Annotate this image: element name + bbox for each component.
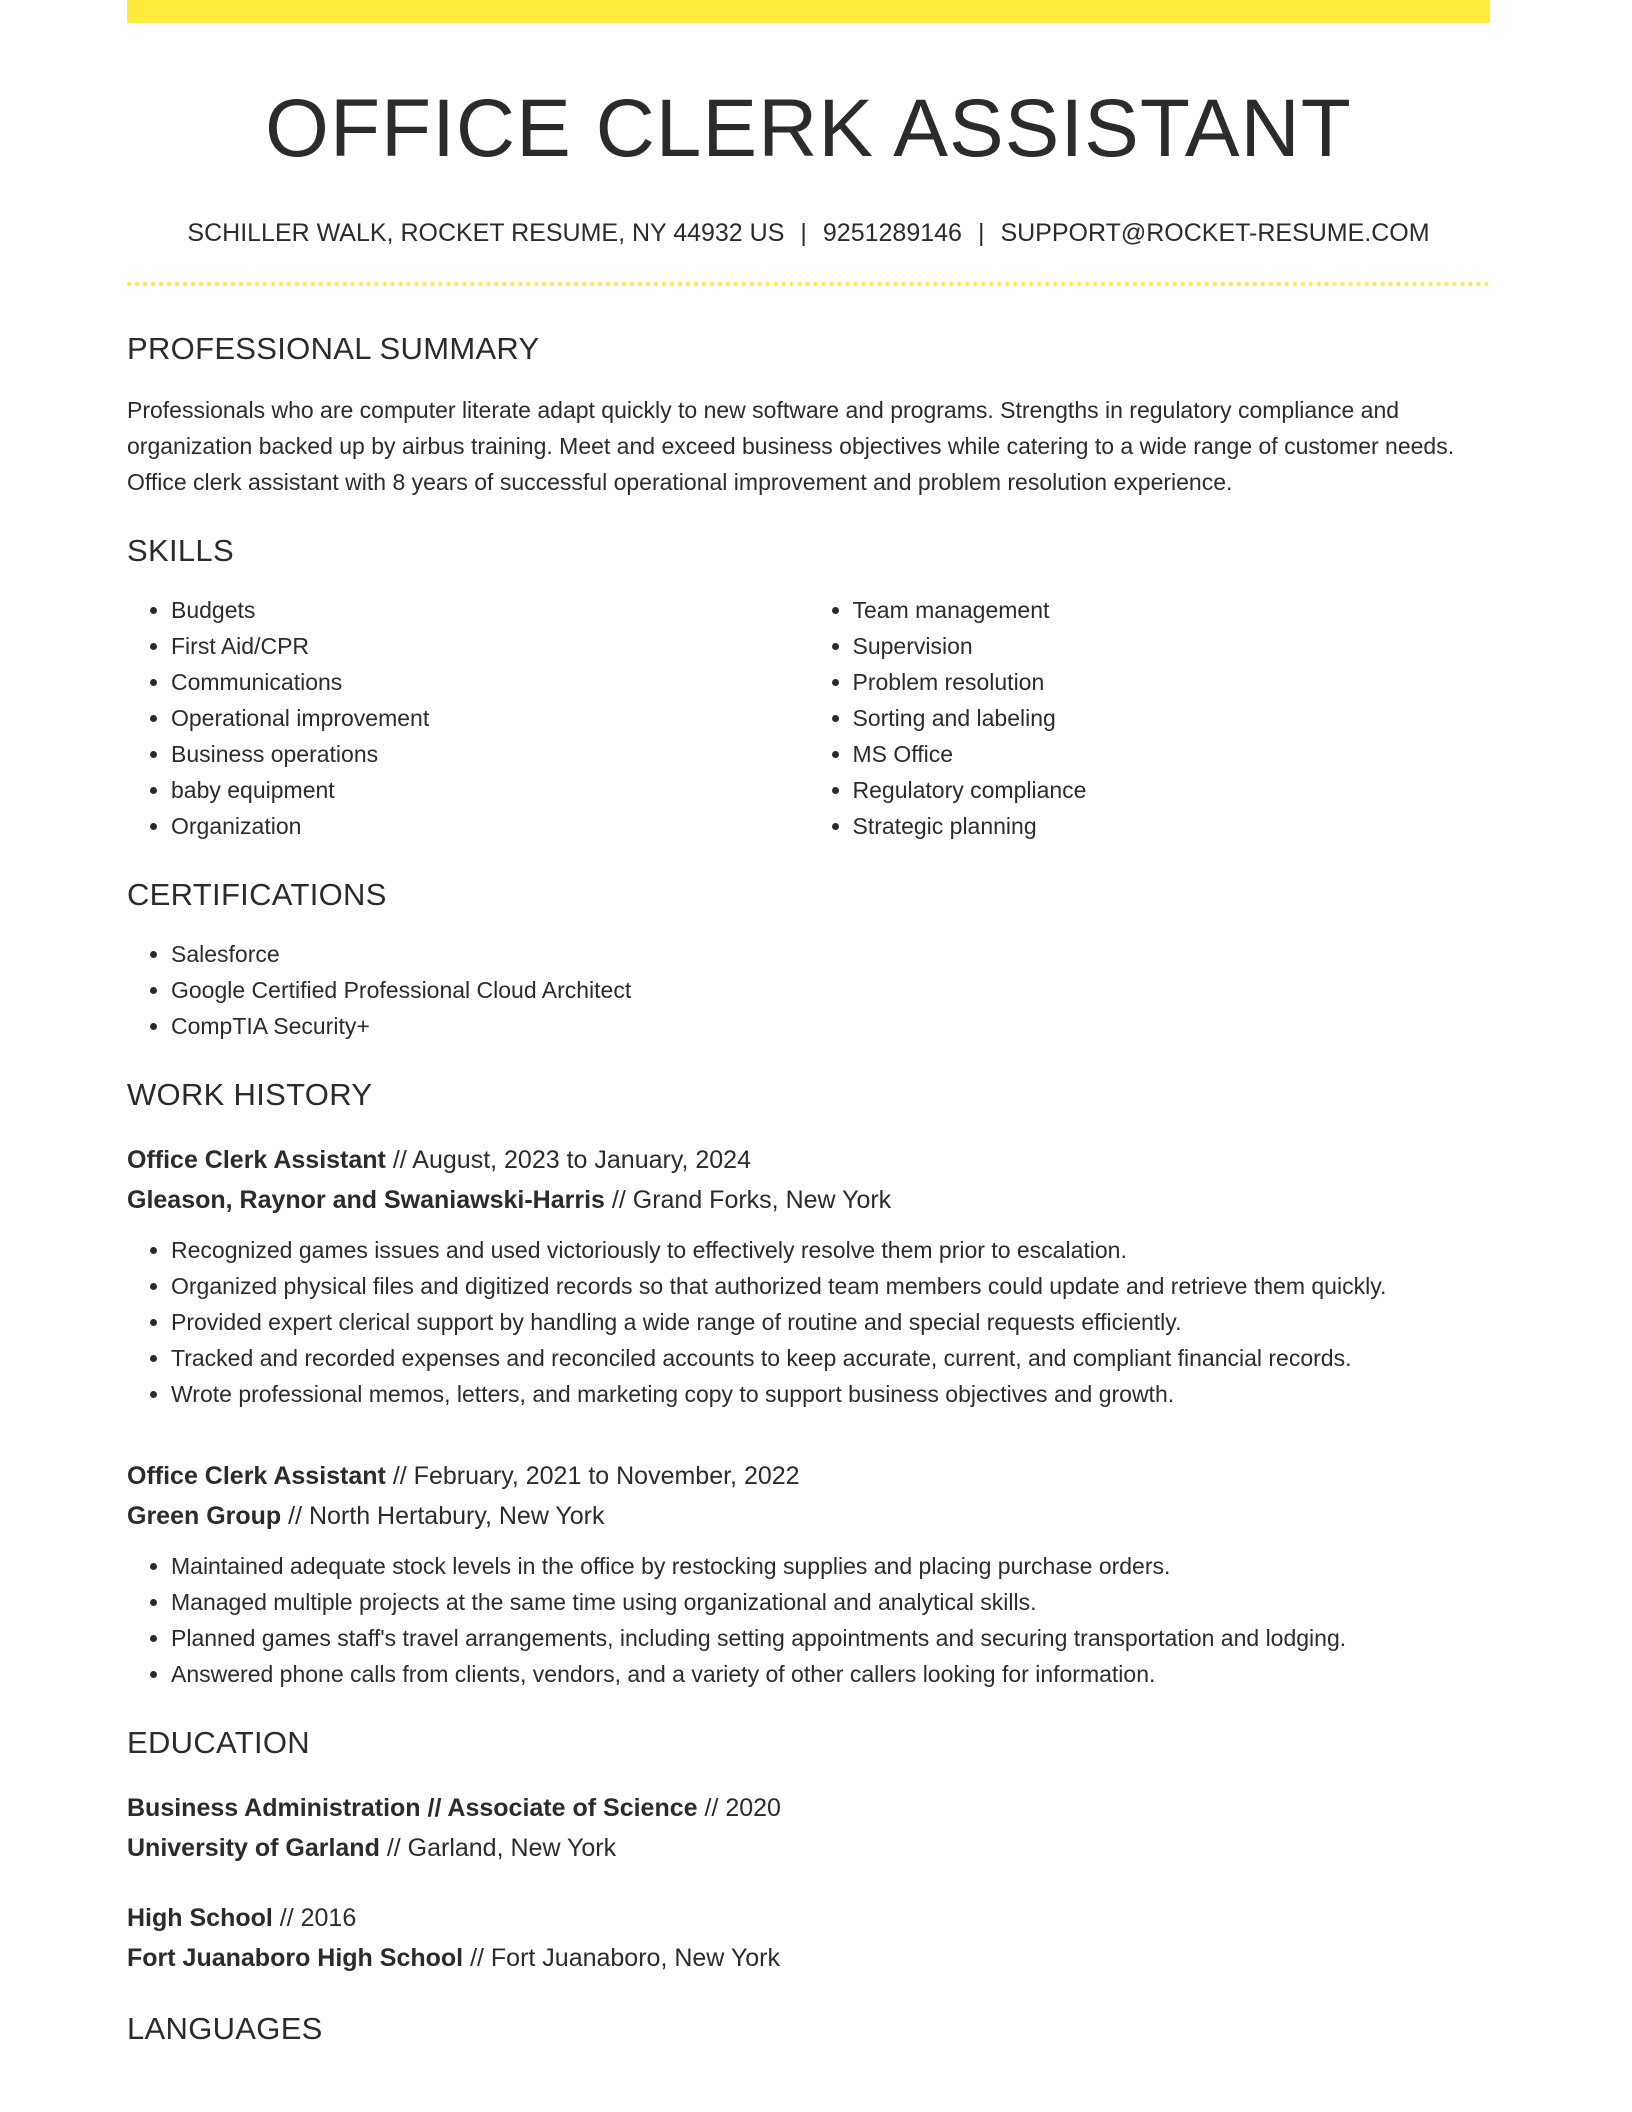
- summary-section: [127, 332, 1490, 500]
- education-school-line: [127, 1938, 1490, 1978]
- job-bullet: • Organized physical files and digitized records so that authorized team members could update and retrieve them quickly.: [171, 1268, 1490, 1304]
- skill-item: • First Aid/CPR: [171, 628, 809, 664]
- certifications-section: [127, 878, 1490, 1044]
- work-history-title: WORK HISTORY: [127, 1076, 373, 1112]
- skills-title: SKILLS: [127, 532, 234, 568]
- education-school: University of Garland: [127, 1834, 380, 1863]
- education-degree: Business Administration // Associate of Science: [127, 1794, 698, 1823]
- certifications-list: [127, 936, 1490, 1044]
- job-bullet: • Provided expert clerical support by handling a wide range of routine and special requests efficiently.: [171, 1304, 1490, 1340]
- skill-item: • Regulatory compliance: [853, 772, 1491, 808]
- summary-title: PROFESSIONAL SUMMARY: [127, 330, 540, 366]
- skills-section: [127, 534, 1490, 844]
- job-bullet: • Wrote professional memos, letters, and marketing copy to support business objectives and growth.: [171, 1376, 1490, 1412]
- job-role-line: [127, 1140, 1490, 1180]
- job-role-line: [127, 1456, 1490, 1496]
- job-bullets: [127, 1232, 1490, 1412]
- education-school-line: [127, 1828, 1490, 1868]
- job-dates: // February, 2021 to November, 2022: [392, 1461, 800, 1490]
- skill-item: • Budgets: [171, 592, 809, 628]
- job-bullet: • Maintained adequate stock levels in the office by restocking supplies and placing purchase orders.: [171, 1548, 1490, 1584]
- education-year: // 2016: [279, 1904, 357, 1933]
- job-dates: // August, 2023 to January, 2024: [392, 1145, 751, 1174]
- skill-item: • baby equipment: [171, 772, 809, 808]
- skill-item: • Business operations: [171, 736, 809, 772]
- dotted-divider: [127, 282, 1490, 286]
- job-bullet: • Answered phone calls from clients, vendors, and a variety of other callers looking for information.: [171, 1656, 1490, 1692]
- job-bullet: • Managed multiple projects at the same time using organizational and analytical skills.: [171, 1584, 1490, 1620]
- job-company-line: [127, 1496, 1490, 1536]
- contact-separator: |: [977, 218, 985, 247]
- job-location: // Grand Forks, New York: [611, 1185, 892, 1214]
- education-degree-line: [127, 1788, 1490, 1828]
- certification-item: • Google Certified Professional Cloud Architect: [171, 972, 1490, 1008]
- job-bullet: • Planned games staff's travel arrangements, including setting appointments and securing transportation and lodging.: [171, 1620, 1490, 1656]
- job-role: Office Clerk Assistant: [127, 1461, 386, 1490]
- skill-item: • Operational improvement: [171, 700, 809, 736]
- skills-list-left: [127, 592, 809, 844]
- job-entry: [127, 1456, 1490, 1692]
- job-bullets: [127, 1548, 1490, 1692]
- skill-item: • Organization: [171, 808, 809, 844]
- skill-item: • MS Office: [853, 736, 1491, 772]
- certifications-title: CERTIFICATIONS: [127, 876, 387, 912]
- education-year: // 2020: [704, 1794, 781, 1823]
- job-company-line: [127, 1180, 1490, 1220]
- resume-page: [127, 0, 1490, 2046]
- skill-item: • Problem resolution: [853, 664, 1491, 700]
- summary-text: Professionals who are computer literate adapt quickly to new software and programs. Strengths in regulatory compliance and organization backed up by airbus training. Meet and exceed business objectives while catering to a wide range of customer needs. Office clerk assistant with 8 years of successful operational improvement and problem resolution experience.: [127, 396, 1455, 495]
- job-company: Gleason, Raynor and Swaniawski-Harris: [127, 1185, 605, 1214]
- education-degree-line: [127, 1898, 1490, 1938]
- skills-list-right: [809, 592, 1491, 844]
- job-location: // North Hertabury, New York: [288, 1501, 605, 1530]
- skill-item: • Strategic planning: [853, 808, 1491, 844]
- job-entry: [127, 1140, 1490, 1412]
- skill-item: • Supervision: [853, 628, 1491, 664]
- skill-item: • Sorting and labeling: [853, 700, 1491, 736]
- education-entry: [127, 1898, 1490, 1978]
- languages-title: LANGUAGES: [127, 2011, 323, 2047]
- job-bullet: • Recognized games issues and used victoriously to effectively resolve them prior to escalation.: [171, 1232, 1490, 1268]
- education-degree: High School: [127, 1904, 273, 1933]
- education-title: EDUCATION: [127, 1724, 310, 1760]
- contact-line: [127, 218, 1490, 248]
- certification-item: • Salesforce: [171, 936, 1490, 972]
- skills-grid: [127, 592, 1490, 844]
- skill-item: • Communications: [171, 664, 809, 700]
- contact-address: SCHILLER WALK, ROCKET RESUME, NY 44932 US: [187, 218, 785, 247]
- education-location: // Fort Juanaboro, New York: [470, 1944, 780, 1973]
- education-location: // Garland, New York: [386, 1834, 617, 1863]
- resume-name-heading: OFFICE CLERK ASSISTANT: [265, 83, 1352, 174]
- contact-phone: 9251289146: [822, 218, 962, 247]
- job-role: Office Clerk Assistant: [127, 1145, 386, 1174]
- job-company: Green Group: [127, 1501, 282, 1530]
- certification-item: • CompTIA Security+: [171, 1008, 1490, 1044]
- languages-section: [127, 2012, 1490, 2046]
- work-history-section: [127, 1078, 1490, 1692]
- contact-email: SUPPORT@ROCKET-RESUME.COM: [1000, 218, 1430, 247]
- skill-item: • Team management: [853, 592, 1491, 628]
- education-section: [127, 1726, 1490, 1978]
- education-school: Fort Juanaboro High School: [127, 1944, 464, 1973]
- accent-top-bar: [127, 0, 1490, 23]
- education-entry: [127, 1788, 1490, 1868]
- contact-separator: |: [800, 218, 807, 247]
- job-bullet: • Tracked and recorded expenses and reconciled accounts to keep accurate, current, and compliant financial records.: [171, 1340, 1490, 1376]
